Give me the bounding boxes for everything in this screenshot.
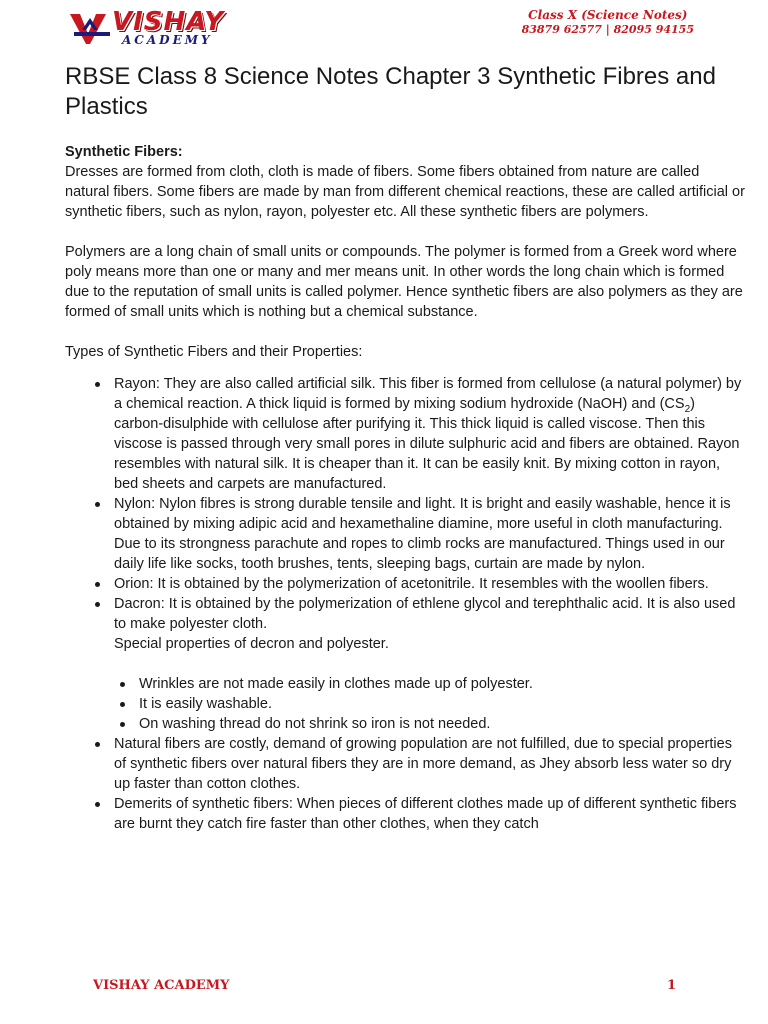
phone-numbers: 83879 62577 | 82095 94155 <box>521 23 694 36</box>
list-item: Wrinkles are not made easily in clothes made up of polyester. <box>120 674 745 694</box>
paragraph-polymers: Polymers are a long chain of small units or compounds. The polymer is formed from a Greek word where poly means more than one or many and mer means unit. In other words the long chain which is formed due to the reputation of small units is called polymer. Hence synthetic fibers are also polymers as they are formed of small units which is nothing but a chemical substance. <box>65 244 743 320</box>
polyester-properties-list <box>120 674 745 734</box>
list-item-natural-fibers: Natural fibers are costly, demand of growing population are not fulfilled, due to special properties of synthetic fibers over natural fibers they are in more demand, as Jhey absorb less water so dry up faster than cotton clothes. <box>95 734 745 794</box>
page-title: RBSE Class 8 Science Notes Chapter 3 Synthetic Fibres and Plastics <box>65 63 716 120</box>
page-footer <box>0 976 768 1000</box>
footer-academy-name: VISHAY ACADEMY <box>93 978 230 993</box>
academy-logo <box>68 8 238 48</box>
page-header <box>0 0 768 60</box>
logo-subtitle: ACADEMY <box>122 33 213 47</box>
logo-name: VISHAY <box>112 7 225 37</box>
list-item-nylon: Nylon: Nylon fibres is strong durable tensile and light. It is bright and easily washable, hence it is obtained by mixing adipic acid and hexamethaline diamine, more useful in cloth manufacturing. Due to its strongness parachute and ropes to climb rocks are manufactured. Things used in our daily life like socks, tooth brushes, tents, sleeping bags, curtain are made by nylon. <box>95 494 745 574</box>
list-item-dacron <box>95 594 745 734</box>
list-item-orion: Orion: It is obtained by the polymerization of acetonitrile. It resembles with the woollen fibers. <box>95 574 745 594</box>
header-contact <box>522 8 694 37</box>
logo-v-icon <box>68 10 114 46</box>
dacron-special-text: Special properties of decron and polyester. <box>114 636 389 652</box>
document-body <box>65 62 745 834</box>
list-item: It is easily washable. <box>120 694 745 714</box>
dacron-text: Dacron: It is obtained by the polymerization of ethlene glycol and terephthalic acid. It is also used to make polyester cloth. <box>114 596 736 632</box>
class-label: Class X (Science Notes) <box>528 8 688 22</box>
paragraph-types: Types of Synthetic Fibers and their Properties: <box>65 344 363 360</box>
section-heading: Synthetic Fibers: <box>65 144 183 160</box>
fiber-types-list <box>95 374 745 834</box>
page-number: 1 <box>667 978 677 993</box>
list-item-rayon: Rayon: They are also called artificial silk. This fiber is formed from cellulose (a natural polymer) by a chemical reaction. A thick liquid is formed by mixing sodium hydroxide (NaOH) and $(CS_2)$ carbon-disulphide with cellulose after purifying it. This thick liquid is called viscose. Then this viscose is passed through very small pores in dilute sulphuric acid and fibers are obtained. Rayon resembles with natural silk. It is cheaper than it. It can be easily knit. By mixing cotton in rayon, bed sheets and carpets are manufactured. <box>95 374 745 494</box>
paragraph-intro: Dresses are formed from cloth, cloth is made of fibers. Some fibers obtained from nature are called natural fibers. Some fibers are made by man from different chemical reactions, these are called artificial or synthetic fibers, such as nylon, rayon, polyester etc. All these synthetic fibers are polymers. <box>65 164 745 220</box>
list-item: On washing thread do not shrink so iron is not needed. <box>120 714 745 734</box>
list-item-demerits: Demerits of synthetic fibers: When pieces of different clothes made up of different synthetic fibers are burnt they catch fire faster than other clothes, when they catch <box>95 794 745 834</box>
